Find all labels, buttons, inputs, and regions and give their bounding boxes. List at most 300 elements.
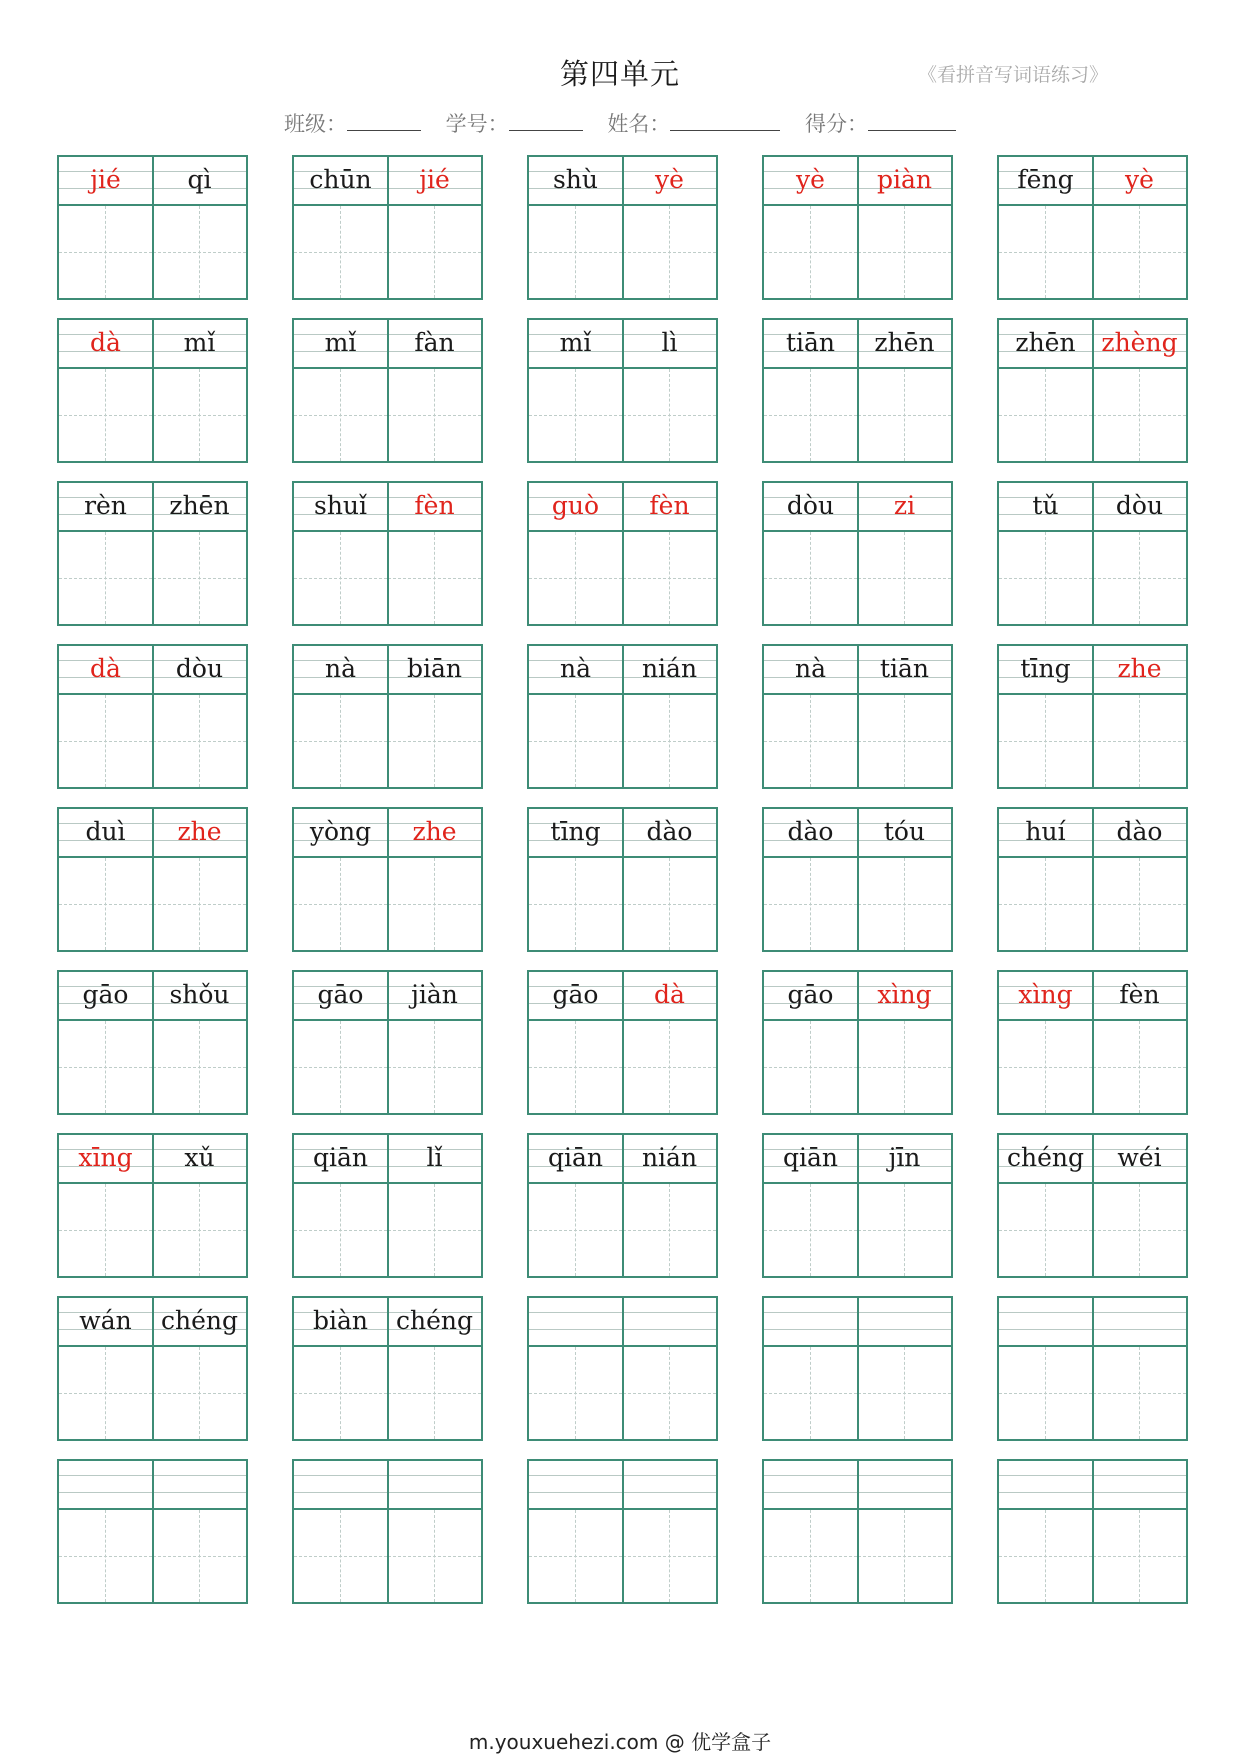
pinyin-text: fàn — [414, 328, 455, 357]
pinyin-lines — [59, 1298, 152, 1347]
pinyin-lines — [623, 320, 716, 369]
character-cell — [1093, 483, 1186, 624]
pinyin-lines — [764, 809, 857, 858]
guide-line-horizontal — [388, 1067, 481, 1068]
pinyin-text: fèn — [1119, 980, 1160, 1009]
character-cell — [764, 483, 857, 624]
word-card — [527, 1133, 718, 1278]
character-cell — [153, 1298, 246, 1439]
word-card — [997, 807, 1188, 952]
writing-box[interactable] — [153, 1510, 246, 1602]
writing-box[interactable] — [294, 1021, 387, 1113]
cell-divider — [857, 483, 859, 624]
pinyin-lines — [764, 1135, 857, 1184]
word-card — [997, 644, 1188, 789]
writing-box[interactable] — [1093, 1021, 1186, 1113]
pinyin-lines — [999, 157, 1092, 206]
guide-line-horizontal — [294, 1230, 387, 1231]
pinyin-lines — [623, 1135, 716, 1184]
writing-box[interactable] — [764, 1510, 857, 1602]
word-card — [527, 1296, 718, 1441]
pinyin-lines — [529, 157, 622, 206]
word-card — [57, 970, 248, 1115]
character-cell — [1093, 157, 1186, 298]
word-card — [997, 318, 1188, 463]
pinyin-lines — [388, 809, 481, 858]
pinyin-lines — [1093, 1298, 1186, 1347]
writing-box[interactable] — [764, 858, 857, 950]
writing-box[interactable] — [999, 369, 1092, 461]
pinyin-text: gāo — [317, 980, 364, 1009]
writing-box[interactable] — [59, 369, 152, 461]
pinyin-lines — [764, 646, 857, 695]
writing-box[interactable] — [388, 1184, 481, 1276]
worksheet-subtitle: 《看拼音写词语练习》 — [917, 64, 1108, 86]
pinyin-lines — [529, 1135, 622, 1184]
character-cell — [764, 1461, 857, 1602]
word-card — [762, 1296, 953, 1441]
writing-box[interactable] — [764, 369, 857, 461]
word-card — [292, 644, 483, 789]
character-cell — [529, 646, 622, 787]
guide-line-horizontal — [623, 904, 716, 905]
pinyin-lines — [858, 1298, 951, 1347]
pinyin-lines — [529, 646, 622, 695]
writing-box[interactable] — [858, 1510, 951, 1602]
guide-line-horizontal — [153, 1393, 246, 1394]
guide-line-horizontal — [59, 415, 152, 416]
guide-line-horizontal — [388, 1556, 481, 1557]
writing-box[interactable] — [1093, 532, 1186, 624]
word-card — [762, 807, 953, 952]
writing-box[interactable] — [764, 206, 857, 298]
guide-line-horizontal — [294, 1556, 387, 1557]
character-cell — [623, 972, 716, 1113]
character-cell — [388, 1135, 481, 1276]
writing-box[interactable] — [388, 1021, 481, 1113]
pinyin-text: shuǐ — [313, 491, 368, 520]
writing-box[interactable] — [153, 206, 246, 298]
pinyin-text: tīng — [550, 817, 601, 846]
guide-line-horizontal — [529, 415, 622, 416]
cell-divider — [387, 809, 389, 950]
writing-box[interactable] — [388, 369, 481, 461]
writing-box[interactable] — [858, 858, 951, 950]
word-card — [997, 481, 1188, 626]
writing-box[interactable] — [388, 1510, 481, 1602]
guide-line-horizontal — [294, 252, 387, 253]
pinyin-text: shù — [552, 165, 599, 194]
writing-box[interactable] — [999, 1510, 1092, 1602]
writing-box[interactable] — [59, 206, 152, 298]
character-cell — [388, 483, 481, 624]
pinyin-lines — [294, 1461, 387, 1510]
character-cell — [623, 1135, 716, 1276]
character-cell — [294, 1135, 387, 1276]
pinyin-lines — [1093, 483, 1186, 532]
pinyin-text: yè — [655, 165, 684, 194]
pinyin-text: nián — [641, 654, 698, 683]
character-cell — [294, 320, 387, 461]
character-cell — [623, 483, 716, 624]
writing-box[interactable] — [294, 695, 387, 787]
cell-divider — [1092, 809, 1094, 950]
cell-divider — [622, 972, 624, 1113]
pinyin-lines — [529, 1298, 622, 1347]
character-cell — [1093, 1298, 1186, 1439]
writing-box[interactable] — [858, 1347, 951, 1439]
writing-box[interactable] — [764, 695, 857, 787]
pinyin-text: xìng — [1018, 980, 1073, 1009]
pinyin-text: lǐ — [426, 1143, 443, 1172]
pinyin-text: dòu — [1115, 491, 1164, 520]
guide-line-horizontal — [764, 1393, 857, 1394]
word-card — [292, 1459, 483, 1604]
word-card — [762, 644, 953, 789]
character-cell — [294, 1298, 387, 1439]
pinyin-lines — [153, 1298, 246, 1347]
pinyin-text: zhe — [1117, 654, 1162, 683]
character-cell — [529, 483, 622, 624]
pinyin-lines — [1093, 157, 1186, 206]
pinyin-text: dào — [646, 817, 693, 846]
character-cell — [59, 809, 152, 950]
guide-line-horizontal — [294, 904, 387, 905]
guide-line-horizontal — [999, 252, 1092, 253]
pinyin-text: piàn — [876, 165, 932, 194]
character-cell — [623, 157, 716, 298]
pinyin-lines — [529, 1461, 622, 1510]
writing-box[interactable] — [858, 1021, 951, 1113]
writing-box[interactable] — [529, 1184, 622, 1276]
cell-divider — [857, 972, 859, 1113]
writing-box[interactable] — [529, 1347, 622, 1439]
cell-divider — [1092, 1135, 1094, 1276]
writing-box[interactable] — [623, 1184, 716, 1276]
pinyin-lines — [858, 1135, 951, 1184]
cell-divider — [152, 320, 154, 461]
writing-box[interactable] — [153, 1347, 246, 1439]
pinyin-lines — [59, 483, 152, 532]
word-card — [292, 1133, 483, 1278]
writing-box[interactable] — [294, 1184, 387, 1276]
word-card — [527, 318, 718, 463]
cell-divider — [387, 157, 389, 298]
writing-box[interactable] — [153, 369, 246, 461]
character-cell — [999, 972, 1092, 1113]
writing-box[interactable] — [858, 206, 951, 298]
pinyin-text: xǔ — [184, 1143, 215, 1172]
guide-line-horizontal — [1093, 1230, 1186, 1231]
writing-box[interactable] — [388, 1347, 481, 1439]
character-cell — [858, 1461, 951, 1602]
pinyin-lines — [59, 646, 152, 695]
character-cell — [59, 1461, 152, 1602]
cell-divider — [387, 1298, 389, 1439]
pinyin-text: nà — [559, 654, 591, 683]
character-cell — [59, 1298, 152, 1439]
writing-box[interactable] — [858, 532, 951, 624]
pinyin-lines — [153, 646, 246, 695]
pinyin-lines — [294, 1298, 387, 1347]
pinyin-lines — [623, 157, 716, 206]
writing-box[interactable] — [764, 1184, 857, 1276]
writing-box[interactable] — [999, 206, 1092, 298]
writing-box[interactable] — [59, 1347, 152, 1439]
pinyin-text: wán — [79, 1306, 132, 1335]
writing-box[interactable] — [858, 695, 951, 787]
character-cell — [59, 320, 152, 461]
guide-line-horizontal — [388, 741, 481, 742]
guide-line-horizontal — [388, 252, 481, 253]
writing-box[interactable] — [1093, 369, 1186, 461]
character-cell — [388, 1461, 481, 1602]
writing-box[interactable] — [1093, 1347, 1186, 1439]
writing-box[interactable] — [529, 1510, 622, 1602]
writing-box[interactable] — [1093, 858, 1186, 950]
word-card — [762, 155, 953, 300]
character-cell — [999, 1298, 1092, 1439]
writing-box[interactable] — [59, 858, 152, 950]
guide-line-horizontal — [1093, 1556, 1186, 1557]
writing-box[interactable] — [999, 695, 1092, 787]
writing-box[interactable] — [529, 858, 622, 950]
character-cell — [623, 1461, 716, 1602]
pinyin-lines — [294, 809, 387, 858]
character-cell — [59, 157, 152, 298]
writing-box[interactable] — [764, 1021, 857, 1113]
pinyin-lines — [764, 1298, 857, 1347]
cell-divider — [152, 1298, 154, 1439]
guide-line-horizontal — [1093, 578, 1186, 579]
word-card — [762, 1459, 953, 1604]
word-card — [997, 155, 1188, 300]
name-label: 姓名： — [607, 112, 671, 136]
word-card — [997, 1133, 1188, 1278]
writing-box[interactable] — [153, 858, 246, 950]
character-cell — [999, 1135, 1092, 1276]
pinyin-lines — [623, 972, 716, 1021]
writing-box[interactable] — [764, 532, 857, 624]
writing-box[interactable] — [294, 532, 387, 624]
pinyin-lines — [764, 157, 857, 206]
pinyin-lines — [153, 1461, 246, 1510]
cell-divider — [1092, 157, 1094, 298]
character-cell — [1093, 646, 1186, 787]
character-cell — [858, 646, 951, 787]
writing-box[interactable] — [59, 1184, 152, 1276]
pinyin-text: zhe — [412, 817, 457, 846]
writing-box[interactable] — [59, 1510, 152, 1602]
character-cell — [1093, 320, 1186, 461]
pinyin-lines — [294, 157, 387, 206]
writing-box[interactable] — [153, 532, 246, 624]
pinyin-text: gāo — [787, 980, 834, 1009]
cell-divider — [857, 157, 859, 298]
guide-line-horizontal — [764, 1067, 857, 1068]
pinyin-lines — [1093, 646, 1186, 695]
pinyin-text: gāo — [552, 980, 599, 1009]
character-cell — [529, 157, 622, 298]
pinyin-text: rèn — [84, 491, 127, 520]
character-cell — [1093, 809, 1186, 950]
writing-box[interactable] — [153, 1184, 246, 1276]
pinyin-lines — [1093, 809, 1186, 858]
word-card — [527, 644, 718, 789]
writing-box[interactable] — [388, 206, 481, 298]
writing-box[interactable] — [529, 206, 622, 298]
writing-box[interactable] — [999, 532, 1092, 624]
writing-box[interactable] — [999, 858, 1092, 950]
character-cell — [623, 1298, 716, 1439]
writing-box[interactable] — [623, 532, 716, 624]
writing-box[interactable] — [623, 369, 716, 461]
pinyin-lines — [1093, 1135, 1186, 1184]
writing-box[interactable] — [623, 206, 716, 298]
pinyin-lines — [59, 157, 152, 206]
writing-box[interactable] — [623, 1510, 716, 1602]
pinyin-lines — [388, 1461, 481, 1510]
pinyin-lines — [764, 972, 857, 1021]
guide-line-horizontal — [858, 1556, 951, 1557]
writing-box[interactable] — [294, 206, 387, 298]
pinyin-lines — [999, 646, 1092, 695]
writing-box[interactable] — [153, 695, 246, 787]
guide-line-horizontal — [529, 1556, 622, 1557]
writing-box[interactable] — [59, 532, 152, 624]
pinyin-lines — [764, 320, 857, 369]
pinyin-lines — [529, 972, 622, 1021]
writing-box[interactable] — [1093, 1184, 1186, 1276]
pinyin-text: shǒu — [169, 980, 230, 1009]
guide-line-horizontal — [294, 1067, 387, 1068]
writing-box[interactable] — [294, 858, 387, 950]
cell-divider — [857, 1135, 859, 1276]
writing-box[interactable] — [764, 1347, 857, 1439]
guide-line-horizontal — [858, 741, 951, 742]
guide-line-horizontal — [858, 1393, 951, 1394]
pinyin-lines — [858, 809, 951, 858]
writing-box[interactable] — [999, 1184, 1092, 1276]
writing-box[interactable] — [388, 532, 481, 624]
writing-box[interactable] — [388, 858, 481, 950]
character-cell — [858, 1298, 951, 1439]
pinyin-text: jié — [419, 165, 450, 194]
cell-divider — [387, 1461, 389, 1602]
writing-box[interactable] — [529, 695, 622, 787]
writing-box[interactable] — [999, 1347, 1092, 1439]
writing-box[interactable] — [529, 369, 622, 461]
word-card — [292, 970, 483, 1115]
pinyin-lines — [999, 483, 1092, 532]
writing-box[interactable] — [529, 1021, 622, 1113]
character-cell — [294, 809, 387, 950]
character-cell — [153, 646, 246, 787]
guide-line-horizontal — [59, 741, 152, 742]
cell-divider — [622, 1298, 624, 1439]
character-cell — [59, 483, 152, 624]
character-cell — [529, 1298, 622, 1439]
guide-line-horizontal — [529, 904, 622, 905]
cell-divider — [152, 1461, 154, 1602]
pinyin-lines — [388, 646, 481, 695]
guide-line-horizontal — [623, 741, 716, 742]
pinyin-lines — [764, 483, 857, 532]
pinyin-text: dà — [654, 980, 685, 1009]
pinyin-text: jiàn — [411, 980, 458, 1009]
word-card — [57, 644, 248, 789]
cell-divider — [622, 1461, 624, 1602]
pinyin-text: duì — [85, 817, 126, 846]
writing-box[interactable] — [999, 1021, 1092, 1113]
character-cell — [294, 483, 387, 624]
pinyin-lines — [294, 483, 387, 532]
guide-line-horizontal — [623, 1067, 716, 1068]
writing-box[interactable] — [1093, 206, 1186, 298]
pinyin-lines — [529, 320, 622, 369]
cell-divider — [152, 972, 154, 1113]
writing-box[interactable] — [1093, 1510, 1186, 1602]
word-card — [762, 318, 953, 463]
guide-line-horizontal — [59, 252, 152, 253]
character-cell — [529, 1461, 622, 1602]
word-card — [527, 1459, 718, 1604]
pinyin-lines — [59, 1461, 152, 1510]
writing-box[interactable] — [59, 695, 152, 787]
writing-box[interactable] — [153, 1021, 246, 1113]
word-card — [527, 807, 718, 952]
guide-line-horizontal — [1093, 1067, 1186, 1068]
writing-box[interactable] — [623, 1347, 716, 1439]
writing-box[interactable] — [294, 1510, 387, 1602]
writing-box[interactable] — [858, 369, 951, 461]
writing-box[interactable] — [1093, 695, 1186, 787]
guide-line-horizontal — [59, 904, 152, 905]
guide-line-horizontal — [153, 1067, 246, 1068]
pinyin-lines — [388, 483, 481, 532]
writing-box[interactable] — [858, 1184, 951, 1276]
pinyin-text: nà — [324, 654, 356, 683]
word-card — [527, 481, 718, 626]
writing-box[interactable] — [529, 532, 622, 624]
pinyin-lines — [153, 1135, 246, 1184]
writing-box[interactable] — [623, 858, 716, 950]
character-cell — [153, 1135, 246, 1276]
pinyin-lines — [388, 320, 481, 369]
writing-box[interactable] — [623, 1021, 716, 1113]
character-cell — [153, 1461, 246, 1602]
character-cell — [858, 320, 951, 461]
pinyin-lines — [858, 320, 951, 369]
cell-divider — [622, 483, 624, 624]
cell-divider — [1092, 1298, 1094, 1439]
writing-box[interactable] — [59, 1021, 152, 1113]
pinyin-text: zhēn — [169, 491, 230, 520]
writing-box[interactable] — [623, 695, 716, 787]
writing-box[interactable] — [294, 1347, 387, 1439]
guide-line-horizontal — [764, 1556, 857, 1557]
character-cell — [294, 646, 387, 787]
pinyin-text: biān — [406, 654, 462, 683]
writing-box[interactable] — [294, 369, 387, 461]
guide-line-horizontal — [999, 578, 1092, 579]
guide-line-horizontal — [623, 1556, 716, 1557]
word-card — [57, 1459, 248, 1604]
character-cell — [388, 1298, 481, 1439]
word-card — [57, 155, 248, 300]
writing-box[interactable] — [388, 695, 481, 787]
pinyin-text: tiān — [785, 328, 836, 357]
